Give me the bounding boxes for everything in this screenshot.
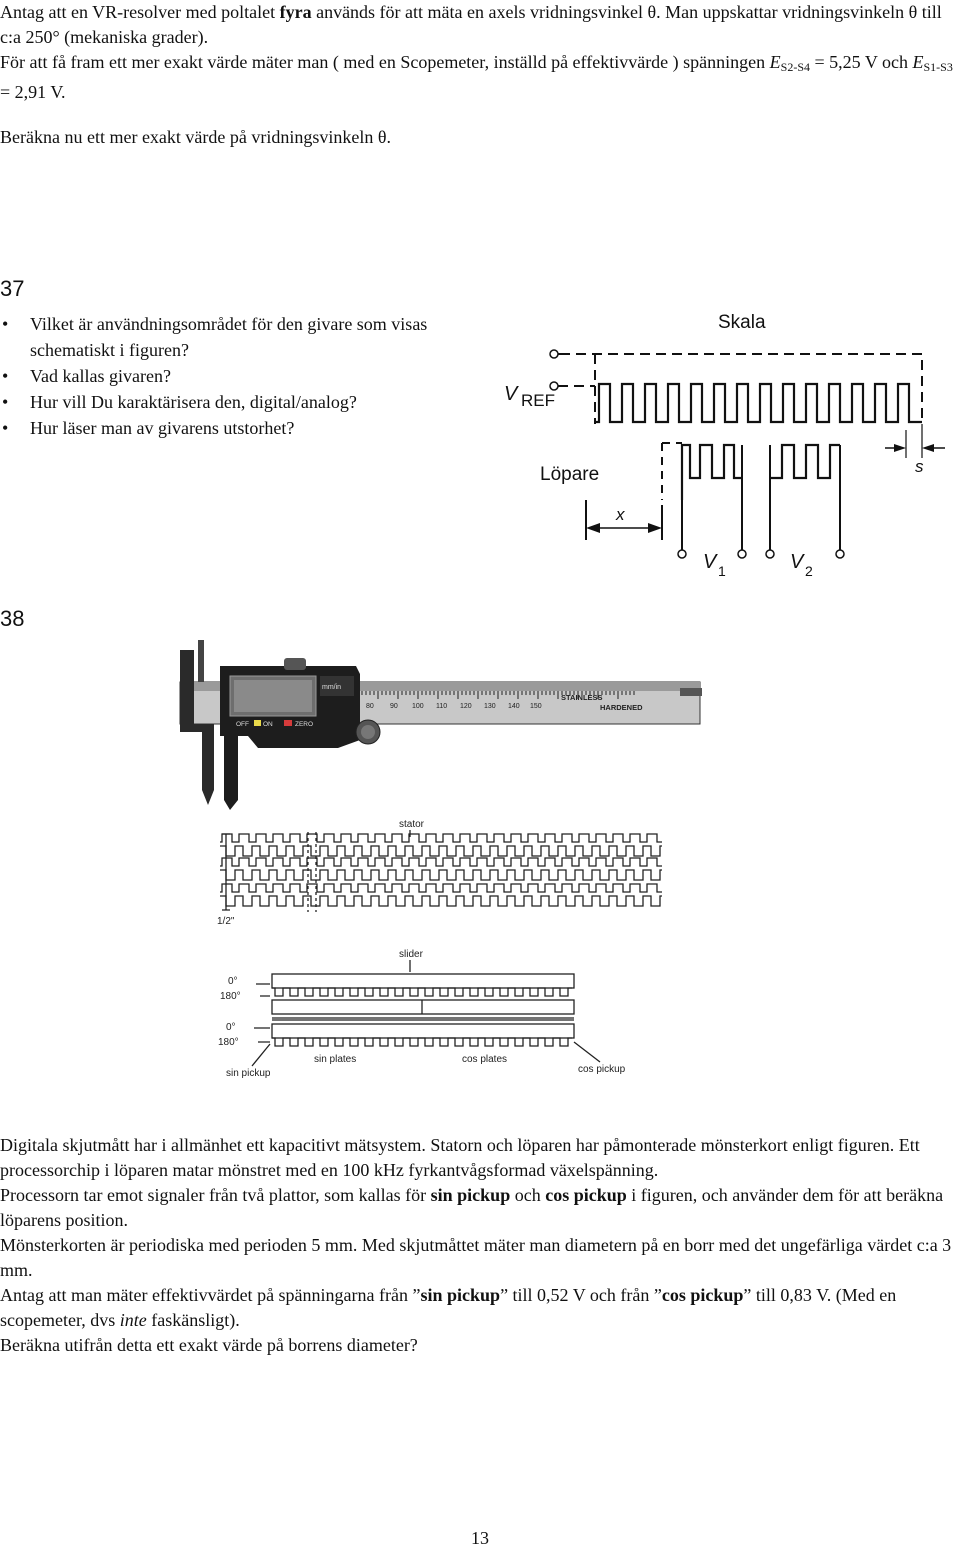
- q38-paragraph-5: Beräkna utifrån detta ett exakt värde på borrens diameter?: [0, 1335, 418, 1355]
- sin-plates-label: sin plates: [314, 1054, 357, 1065]
- v2-subscript: 2: [805, 563, 813, 579]
- off-label: OFF: [236, 721, 249, 728]
- question-number-37: 37: [0, 276, 25, 301]
- intro-text: Antag att en VR-resolver med poltalet: [0, 2, 280, 22]
- unit-button-label: mm/in: [322, 684, 342, 691]
- question-number-38: 38: [0, 606, 25, 631]
- paragraph-text: ” till 0,52 V och från ”: [500, 1285, 662, 1305]
- intro-text: För att få fram ett mer exakt värde mäter man ( med en Scopemeter, inställd på effektivvärde ) spänningen: [0, 52, 770, 72]
- vref-subscript: REF: [521, 391, 555, 410]
- paragraph-text: ” till 0,83 V. (Med en scopemeter, dvs: [0, 1285, 897, 1330]
- stator-tooth-row: [220, 858, 662, 866]
- paragraph-text: Antag att man mäter effektivvärdet på spänningarna från ”: [0, 1285, 421, 1305]
- deg-0-label: 0°: [226, 1022, 236, 1033]
- scale-number: 100: [412, 703, 424, 710]
- bullet-item: • Hur läser man av givarens utstorhet?: [0, 415, 470, 441]
- voltage-symbol: E: [912, 52, 924, 72]
- deg-180-label: 180°: [218, 1037, 239, 1048]
- s-label: s: [915, 457, 924, 476]
- vref-label: V: [504, 383, 518, 405]
- q38-paragraph-4: [0, 1283, 958, 1333]
- bullet-item: • Vilket är användningsområdet för den givare som visas schematiskt i figuren?: [0, 311, 470, 363]
- encoder-schematic: [490, 300, 960, 590]
- cos-plates-label: cos plates: [462, 1054, 508, 1065]
- scale-number: 150: [530, 703, 542, 710]
- voltage-subscript: S1-S3: [923, 60, 953, 74]
- voltage-subscript: S2-S4: [780, 60, 810, 74]
- stainless-text: STAINLESS: [561, 693, 603, 702]
- scale-number: 120: [460, 703, 472, 710]
- digital-caliper-image: [168, 640, 708, 810]
- sensor-plates-figure: [212, 812, 682, 1087]
- paragraph-text: Processorn tar emot signaler från två plattor, som kallas för: [0, 1185, 431, 1205]
- q38-paragraph-3: Mönsterkorten är periodiska med perioden 5 mm. Med skjutmåttet mäter man diametern på en borr med det ungefärliga värdet c:a 3 mm.: [0, 1235, 952, 1280]
- page-number: 13: [471, 1528, 489, 1548]
- stator-tooth-row: [220, 870, 662, 880]
- deg-0-label: 0°: [228, 976, 238, 987]
- bullet-item: • Vad kallas givaren?: [0, 363, 470, 389]
- on-button: [254, 720, 261, 726]
- intro-paragraph-3: Beräkna nu ett mer exakt värde på vridningsvinkeln θ.: [0, 127, 391, 147]
- scale-number: 90: [390, 703, 398, 710]
- question-37-bullets: [0, 311, 470, 441]
- sin-pickup-term: sin pickup: [430, 1185, 511, 1205]
- emphasis-word: inte: [119, 1310, 147, 1330]
- cos-pickup-term: cos pickup: [661, 1285, 744, 1305]
- paragraph-text: och: [510, 1185, 546, 1205]
- on-label: ON: [263, 721, 273, 728]
- intro-text: används för att mäta en axels vridningsvinkel θ. Man uppskattar vridningsvinkeln θ till c:a 250° (mekaniska grader).: [0, 2, 942, 47]
- intro-text: = 2,91 V.: [0, 82, 66, 102]
- paragraph-text: i figuren, och använder dem för att beräkna löparens position.: [0, 1185, 944, 1230]
- zero-button: [284, 720, 292, 726]
- stator-tooth-row: [220, 884, 662, 892]
- scale-number: 140: [508, 703, 520, 710]
- q38-paragraph-1: Digitala skjutmått har i allmänhet ett kapacitivt mätsystem. Statorn och löparen har påmonterade mönsterkort enligt figuren. Ett processorchip i löparen matar mönstret med en 100 kHz fyrkantvågsformad växelspänning.: [0, 1135, 920, 1180]
- v2-label: V: [790, 551, 804, 573]
- half-inch-label: 1/2": [217, 916, 235, 927]
- cos-pickup-term: cos pickup: [545, 1185, 627, 1205]
- sin-pickup-term: sin pickup: [420, 1285, 501, 1305]
- deg-180-label: 180°: [220, 991, 241, 1002]
- scale-number: 80: [366, 703, 374, 710]
- q38-paragraph-2: [0, 1183, 958, 1233]
- voltage-symbol: E: [769, 52, 781, 72]
- stator-label: stator: [399, 819, 425, 830]
- x-label: x: [616, 505, 625, 524]
- slider-teeth: [272, 1038, 572, 1046]
- sin-pickup-label: sin pickup: [226, 1068, 271, 1079]
- stator-tooth-row: [220, 896, 662, 906]
- intro-bold-word: fyra: [279, 2, 312, 22]
- lopare-label: Löpare: [540, 464, 600, 485]
- scale-number: 130: [484, 703, 496, 710]
- cos-pickup-label: cos pickup: [578, 1064, 626, 1075]
- intro-paragraph-2: [0, 50, 958, 105]
- slider-teeth: [272, 988, 572, 996]
- slider-label: slider: [399, 949, 423, 960]
- intro-paragraph-1: [0, 0, 958, 50]
- skala-label: Skala: [718, 312, 766, 333]
- v1-label: V: [703, 551, 717, 573]
- v1-subscript: 1: [718, 563, 726, 579]
- stator-tooth-row: [220, 834, 662, 842]
- hardened-text: HARDENED: [600, 703, 643, 712]
- bullet-item: • Hur vill Du karaktärisera den, digital/analog?: [0, 389, 470, 415]
- scale-number: 110: [436, 703, 448, 710]
- paragraph-text: faskänsligt).: [146, 1310, 240, 1330]
- intro-text: = 5,25 V och: [810, 52, 913, 72]
- zero-label: ZERO: [295, 721, 314, 728]
- stator-tooth-row: [220, 846, 662, 856]
